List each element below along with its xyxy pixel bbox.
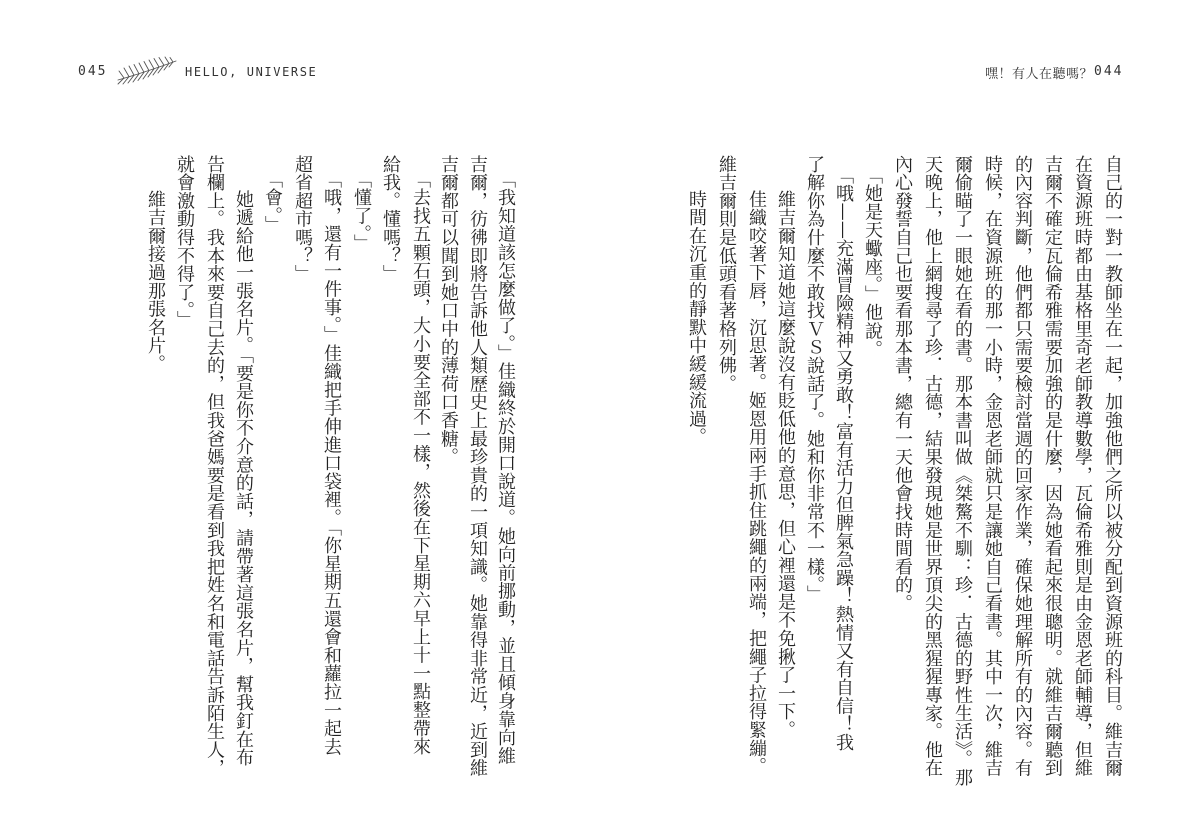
- text-line: 內心發誓自己也要看那本書，總有一天他會找時間看的。: [892, 155, 913, 613]
- text-line: 時候，在資源班的那一小時，金恩老師就只是讓她自己看書。其中一次，維吉: [982, 155, 1003, 778]
- right-running-title: 嘿！有人在聽嗎？: [985, 67, 1094, 82]
- text-line: 「會。」: [262, 170, 283, 235]
- text-line: 告欄上。我本來要自己去的，但我爸媽要是看到我把姓名和電話告訴陌生人，: [204, 155, 225, 778]
- text-line: 「去找五顆石頭，大小要全部不一樣，然後在下星期六早上十一點整帶來: [410, 170, 431, 756]
- text-line: 「她是天蠍座。」他說。: [862, 166, 883, 359]
- text-line: 「懂了。」: [351, 170, 372, 253]
- text-line: 的內容判斷，他們都只需要檢討當週的回家作業，確保她理解所有的內容。有: [1012, 155, 1033, 778]
- text-line: 她遞給他一張名片。「要是你不介意的話，請帶著這張名片，幫我釘在布: [233, 190, 254, 767]
- pine-branch-icon: [116, 54, 178, 88]
- text-line: 時間在沉重的靜默中緩緩流過。: [686, 190, 707, 447]
- text-line: 吉爾不確定瓦倫希雅需要加強的是什麼，因為她看起來很聰明。就維吉爾聽到: [1042, 155, 1063, 778]
- text-line: 就會激動得不得了。」: [174, 155, 195, 329]
- text-line: 佳織咬著下唇，沉思著。姬恩用兩手抓住跳繩的兩端，把繩子拉得緊繃。: [746, 190, 767, 776]
- text-line: 維吉爾則是低頭看著格列佛。: [716, 155, 737, 393]
- text-line: 「哦，還有一件事。」佳織把手伸進口袋裡。「你星期五還會和蘿拉一起去: [321, 170, 342, 756]
- text-line: 天晚上，他上網搜尋了珍．古德，結果發現她是世界頂尖的黑猩猩專家。他在: [922, 155, 943, 778]
- text-line: 吉爾都可以聞到她口中的薄荷口香糖。: [438, 155, 459, 467]
- text-line: 超省超市嗎？」: [292, 155, 313, 284]
- text-line: 給我。懂嗎？」: [380, 155, 401, 284]
- left-running-title: HELLO, UNIVERSE: [185, 65, 318, 79]
- text-line: 「哦——充滿冒險精神又勇敢！富有活力但脾氣急躁！熱情又有自信！我: [833, 166, 854, 752]
- text-line: 維吉爾接過那張名片。: [145, 190, 166, 373]
- text-line: 維吉爾知道她這麼說沒有貶低他的意思，但心裡還是不免揪了一下。: [775, 190, 796, 739]
- left-page-number: 045: [78, 64, 108, 79]
- text-line: 「我知道該怎麼做了。」佳織終於開口說道。她向前挪動，並且傾身靠向維: [495, 170, 516, 765]
- text-line: 自己的一對一教師坐在一起，加強他們之所以被分配到資源班的科目。維吉爾: [1102, 155, 1123, 778]
- text-line: 了解你為什麼不敢找ＶＳ說話了。她和你非常不一樣。」: [804, 155, 825, 604]
- right-page-number: 044: [1094, 64, 1124, 79]
- text-line: 在資源班時都由基格里奇老師教導數學，瓦倫希雅則是由金恩老師輔導，但維: [1072, 155, 1093, 778]
- text-line: 吉爾，彷彿即將告訴他人類歷史上最珍貴的一項知識。她靠得非常近，近到維: [467, 155, 488, 778]
- text-line: 爾偷瞄了一眼她在看的書。那本書叫做《桀驁不馴：珍．古德的野性生活》。那: [952, 155, 973, 787]
